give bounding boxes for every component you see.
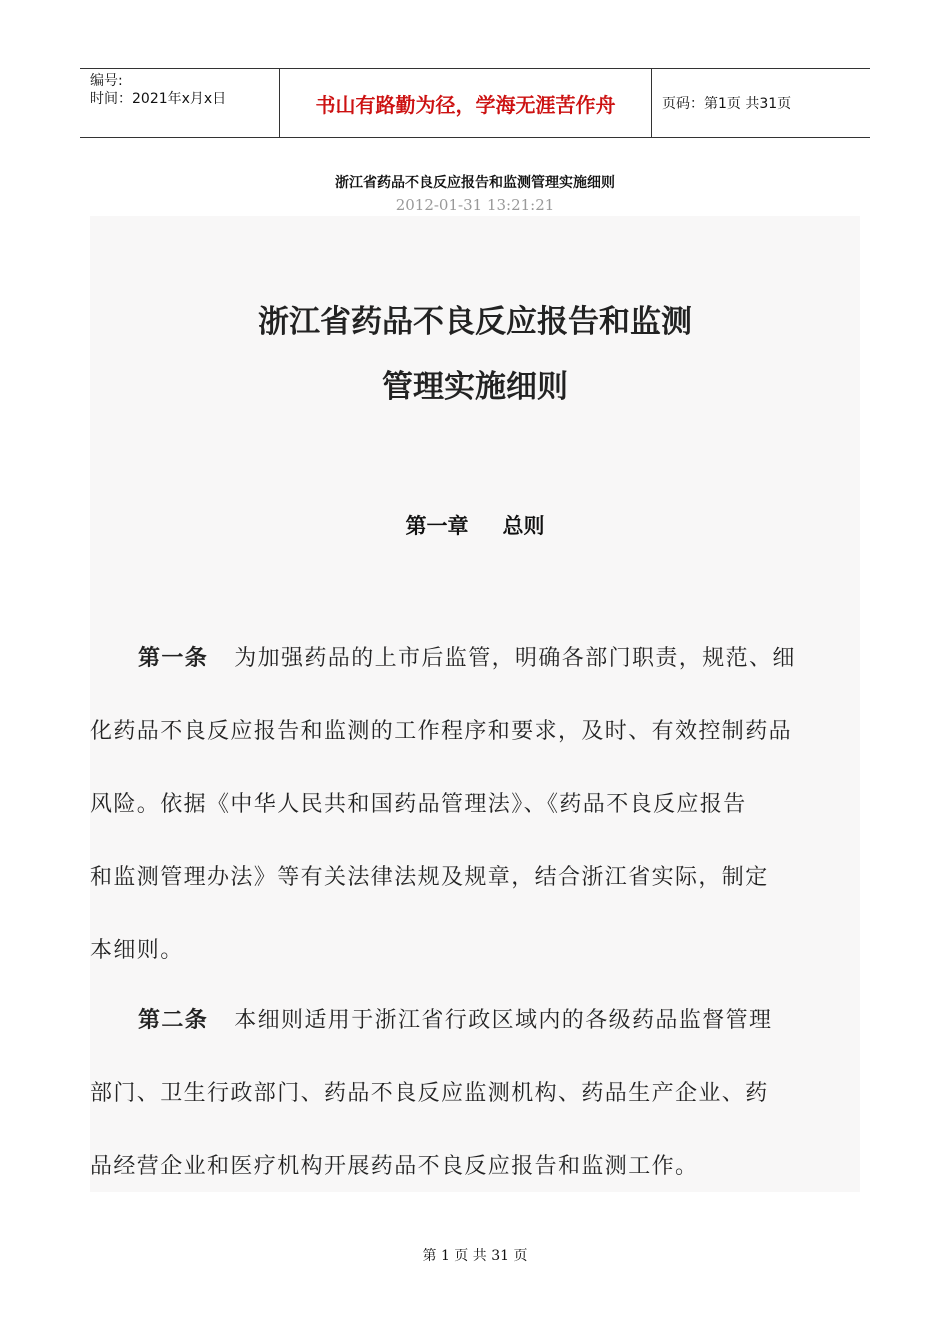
chapter-heading (90, 510, 860, 540)
content-panel (90, 216, 860, 1192)
article-line: 化药品不良反应报告和监测的工作程序和要求，及时、有效控制药品 (90, 719, 793, 744)
article-line: 品经营企业和医疗机构开展药品不良反应报告和监测工作。 (90, 1154, 699, 1179)
article-text: 本细则适用于浙江省行政区域内的各级药品监督管理 (234, 1008, 773, 1033)
header-page-info: 页码：第1页 共31页 (662, 96, 792, 112)
article-line: 风险。依据《中华人民共和国药品管理法》、《药品不良反应报告 (90, 792, 747, 817)
article-text: 为加强药品的上市后监管，明确各部门职责，规范、细 (234, 646, 796, 671)
header-motto: 书山有路勤为径，学海无涯苦作舟 (280, 69, 652, 137)
main-title-line-1: 浙江省药品不良反应报告和监测 (258, 304, 692, 340)
article-line: 和监测管理办法》等有关法律法规及规章，结合浙江省实际，制定 (90, 865, 769, 890)
article-label: 第二条 (138, 1008, 209, 1033)
main-title-line-2: 管理实施细则 (382, 369, 568, 405)
article-2 (90, 994, 860, 1213)
article-line (90, 632, 860, 705)
article-1 (90, 632, 860, 997)
article-line: 本细则。 (90, 938, 184, 963)
article-line (90, 994, 860, 1067)
header-meta (80, 69, 280, 137)
page-footer: 第 1 页 共 31 页 (422, 1248, 528, 1264)
article-line: 部门、卫生行政部门、药品不良反应监测机构、药品生产企业、药 (90, 1081, 769, 1106)
time-label: 时间：2021年x月x日 (90, 91, 227, 107)
document-small-title: 浙江省药品不良反应报告和监测管理实施细则 (335, 175, 615, 191)
number-label: 编号: (90, 73, 123, 89)
header-table (80, 68, 870, 138)
chapter-name: 总则 (502, 514, 545, 538)
document-date: 2012-01-31 13:21:21 (395, 196, 555, 214)
article-label: 第一条 (138, 646, 209, 671)
chapter-number: 第一章 (405, 514, 469, 538)
